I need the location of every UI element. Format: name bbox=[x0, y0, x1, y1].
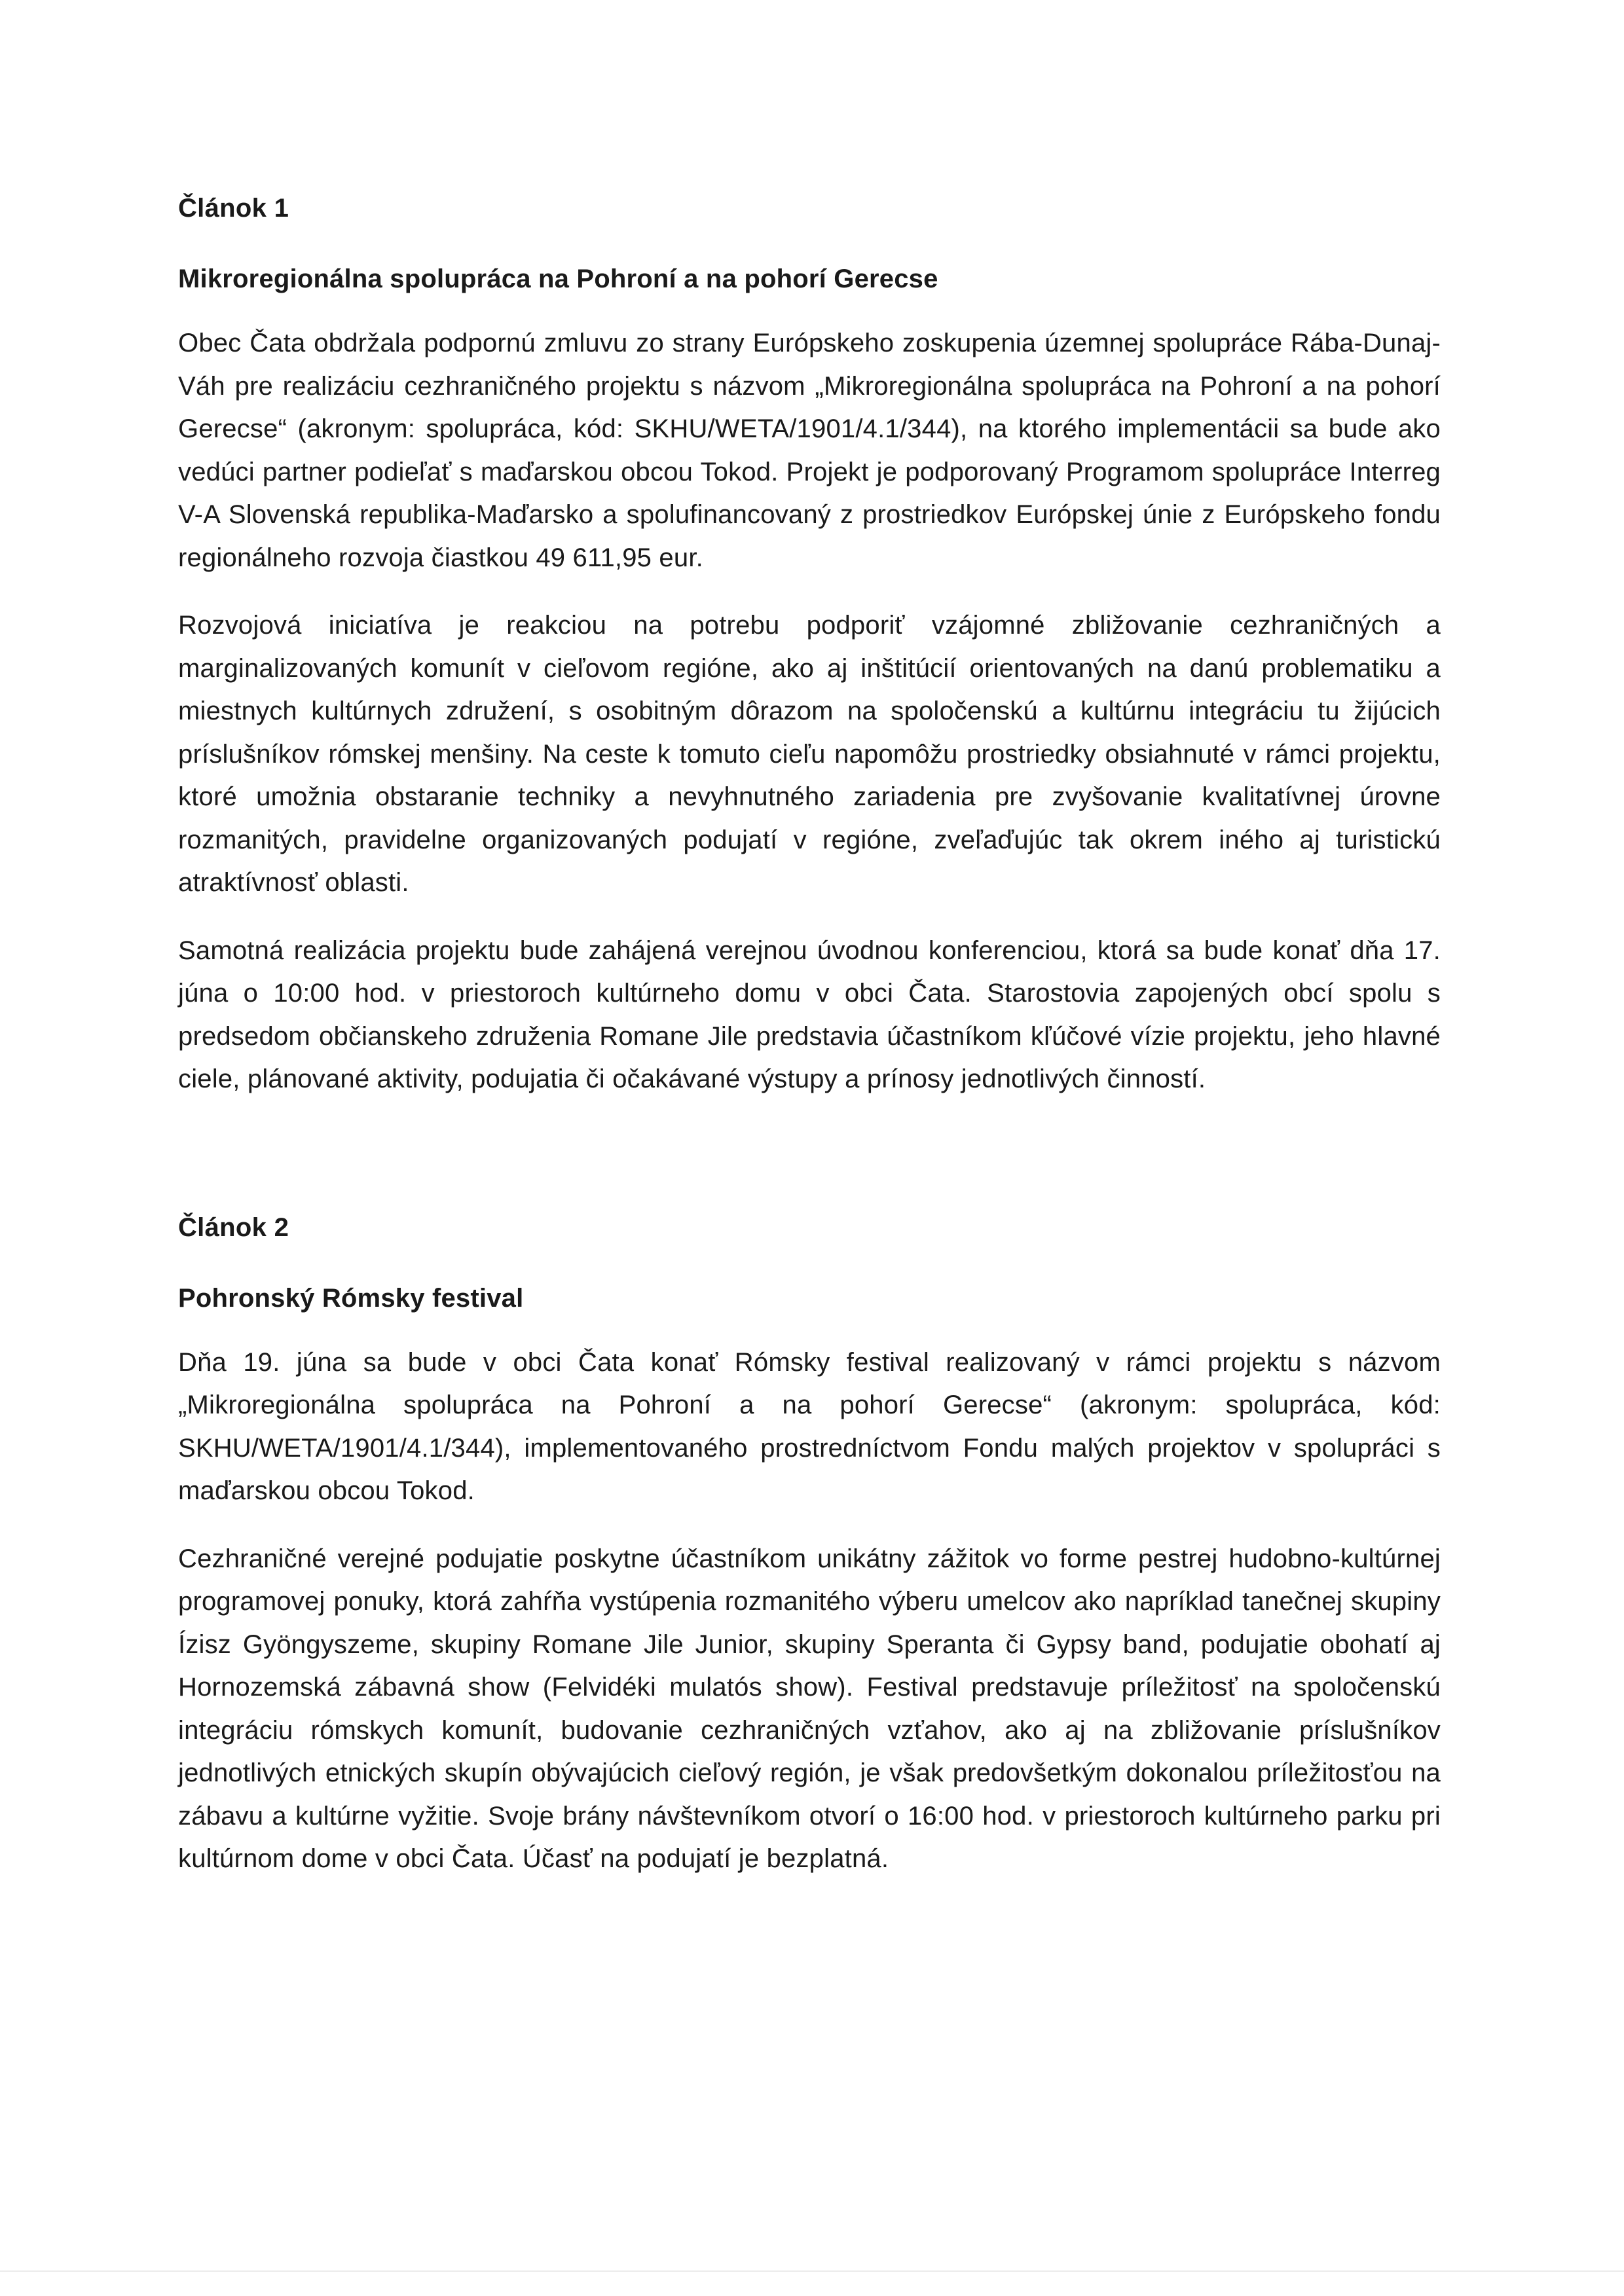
document-content bbox=[178, 190, 1441, 1906]
paragraph: Obec Čata obdržala podpornú zmluvu zo strany Európskeho zoskupenia územnej spolupráce Rába-Dunaj-Váh pre realizáciu cezhraničného projektu s názvom „Mikroregionálna spolupráca na Pohroní a na pohorí Gerecse“ (akronym: spolupráca, kód: SKHU/WETA/1901/4.1/344), na ktorého implementácii sa bude ako vedúci partner podieľať s maďarskou obcou Tokod. Projekt je podporovaný Programom spolupráce Interreg V-A Slovenská republika-Maďarsko a spolufinancovaný z prostriedkov Európskej únie z Európskeho fondu regionálneho rozvoja čiastkou 49 611,95 eur. bbox=[178, 329, 1441, 572]
scan-edge-line bbox=[0, 2270, 1624, 2272]
paragraph: Cezhraničné verejné podujatie poskytne účastníkom unikátny zážitok vo forme pestrej hudobno-kultúrnej programovej ponuky, ktorá zahŕňa vystúpenia rozmanitého výberu umelcov ako napríklad tanečnej skupiny Ízisz Gyöngyszeme, skupiny Romane Jile Junior, skupiny Speranta či Gypsy band, podujatie obohatí aj Hornozemská zábavná show (Felvidéki mulatós show). Festival predstavuje príležitosť na spoločenskú integráciu rómskych komunít, budovanie cezhraničných vzťahov, ako aj na zbližovanie príslušníkov jednotlivých etnických skupín obývajúcich cieľový región, je však predovšetkým dokonalou príležitosťou na zábavu a kultúrne vyžitie. Svoje brány návštevníkom otvorí o 16:00 hod. v priestoroch kultúrneho parku pri kultúrnom dome v obci Čata. Účasť na podujatí je bezplatná. bbox=[178, 1544, 1441, 1873]
article-subtitle: Mikroregionálna spolupráca na Pohroní a na pohorí Gerecse bbox=[178, 264, 938, 293]
paragraph: Samotná realizácia projektu bude zahájená verejnou úvodnou konferenciou, ktorá sa bude konať dňa 17. júna o 10:00 hod. v priestoroch kultúrneho domu v obci Čata. Starostovia zapojených obcí spolu s predsedom občianskeho združenia Romane Jile predstavia účastníkom kľúčové vízie projektu, jeho hlavné ciele, plánované aktivity, podujatia či očakávané výstupy a prínosy jednotlivých činností. bbox=[178, 936, 1441, 1093]
article-2 bbox=[178, 1209, 1441, 1881]
paragraph: Dňa 19. júna sa bude v obci Čata konať Rómsky festival realizovaný v rámci projektu s názvom „Mikroregionálna spolupráca na Pohroní a na pohorí Gerecse“ (akronym: spolupráca, kód: SKHU/WETA/1901/4.1/344), implementovaného prostredníctvom Fondu malých projektov v spolupráci s maďarskou obcou Tokod. bbox=[178, 1347, 1441, 1505]
article-title: Článok 1 bbox=[178, 194, 289, 223]
paragraph: Rozvojová iniciatíva je reakciou na potrebu podporiť vzájomné zbližovanie cezhraničných a marginalizovaných komunít v cieľovom regióne, ako aj inštitúcií orientovaných na danú problematiku a miestnych kultúrnych združení, s osobitným dôrazom na spoločenskú a kultúrnu integráciu tu žijúcich príslušníkov rómskej menšiny. Na ceste k tomuto cieľu napomôžu prostriedky obsiahnuté v rámci projektu, ktoré umožnia obstaranie techniky a nevyhnutného zariadenia pre zvyšovanie kvalitatívnej úrovne rozmanitých, pravidelne organizovaných podujatí v regióne, zveľaďujúc tak okrem iného aj turistickú atraktívnosť oblasti. bbox=[178, 611, 1441, 897]
article-title: Článok 2 bbox=[178, 1212, 289, 1242]
article-subtitle: Pohronský Rómsky festival bbox=[178, 1283, 524, 1313]
article-1 bbox=[178, 190, 1441, 1101]
